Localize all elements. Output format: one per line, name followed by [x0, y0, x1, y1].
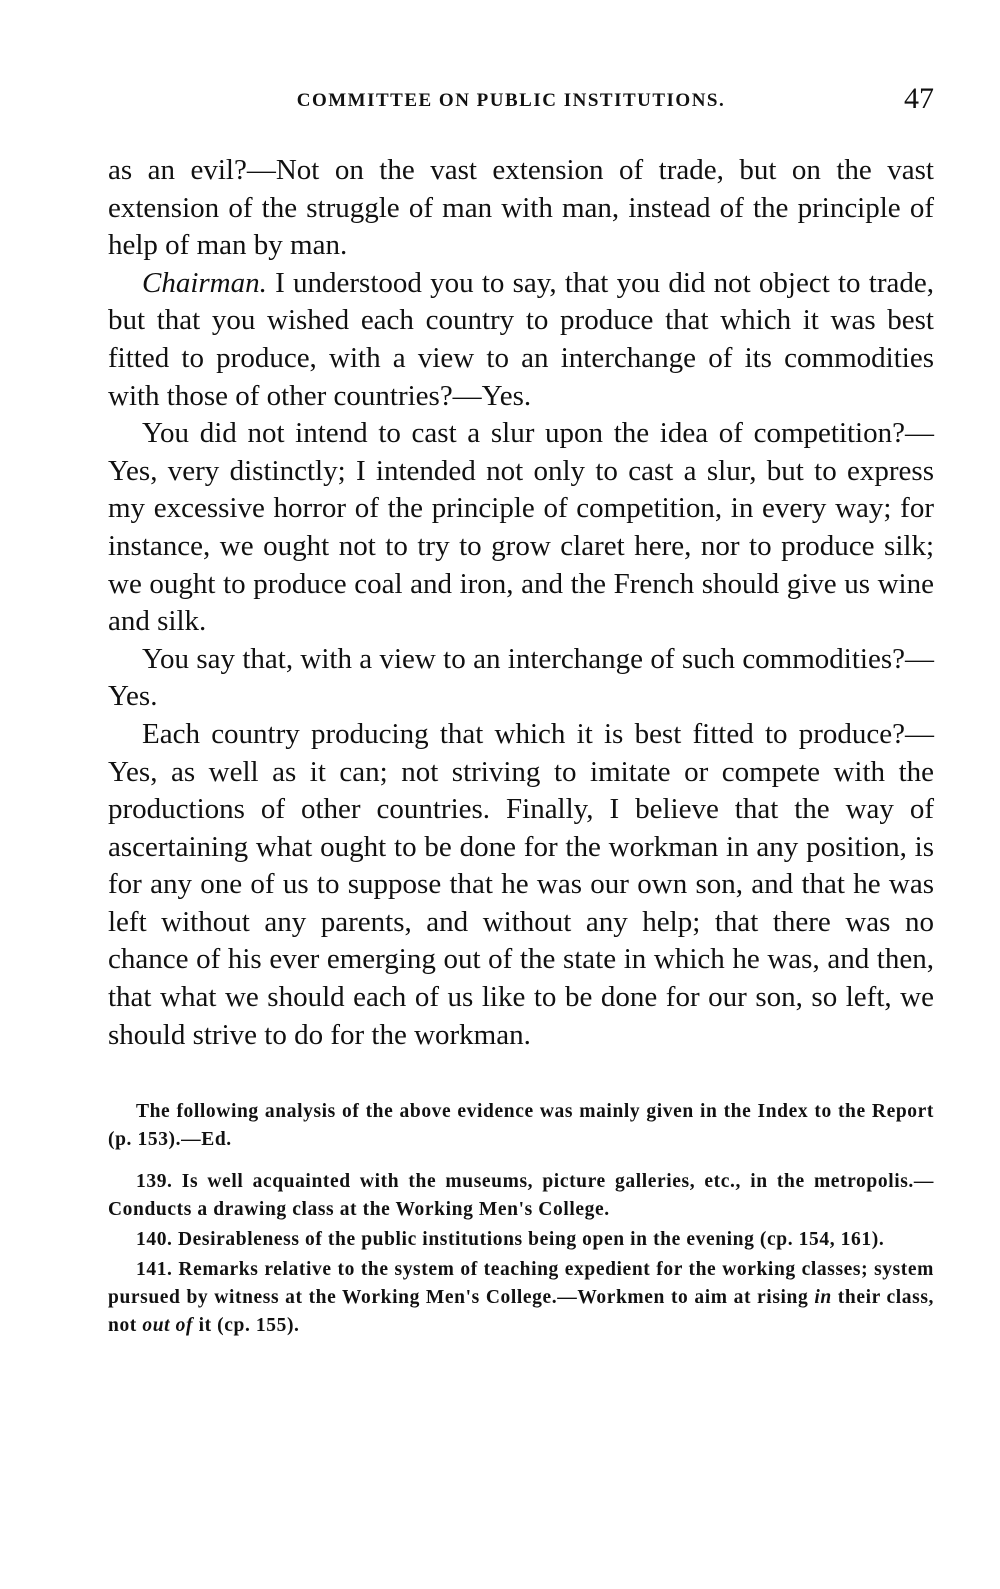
- analysis-item-139: 139. Is well acquainted with the museums, picture galleries, etc., in the metropolis.—Conducts a drawing class at the Working Men's College.: [108, 1171, 934, 1221]
- paragraph: [108, 265, 934, 415]
- analysis-item-140: 140. Desirableness of the public institutions being open in the evening (cp. 154, 161).: [136, 1229, 885, 1251]
- main-text: [108, 152, 934, 1054]
- page-number: 47: [904, 82, 934, 115]
- document-page: [108, 82, 934, 1342]
- paragraph-text: I understood you to say, that you did not object to trade, but that you wished each country to produce that which it was best fitted to produce, with a view to an interchange of its commodities with those of other countries?—Yes.: [108, 266, 934, 412]
- evidence-analysis: [108, 1098, 934, 1340]
- emphasis-in: in: [814, 1287, 832, 1309]
- analysis-text: their class, not: [108, 1287, 934, 1337]
- analysis-item-141: [108, 1256, 934, 1340]
- analysis-text: it (cp. 155).: [193, 1315, 300, 1337]
- paragraph: You did not intend to cast a slur upon the idea of competition?—Yes, very distinctly; I intended not only to cast a slur, but to express my excessive horror of the principle of competition, in every way; for instance, we ought not to try to grow claret here, nor to produce silk; we ought to produce coal and iron, and the French should give us wine and silk.: [108, 417, 934, 638]
- running-header: [108, 82, 934, 122]
- paragraph: as an evil?—Not on the vast extension of trade, but on the vast extension of the struggle of man with man, instead of the principle of help of man by man.: [108, 154, 934, 262]
- running-title: COMMITTEE ON PUBLIC INSTITUTIONS.: [296, 90, 726, 111]
- speaker-label: Chairman.: [142, 266, 267, 299]
- paragraph: You say that, with a view to an interchange of such commodities?—Yes.: [108, 642, 934, 713]
- analysis-intro: The following analysis of the above evidence was mainly given in the Index to the Report (p. 153).—Ed.: [108, 1101, 934, 1151]
- analysis-text: 141. Remarks relative to the system of teaching expedient for the working classes; system pursued by witness at the Working Men's College.—Workmen to aim at rising: [108, 1259, 934, 1309]
- emphasis-out-of: out of: [142, 1315, 194, 1337]
- paragraph: Each country producing that which it is best fitted to produce?—Yes, as well as it can; not striving to imitate or compete with the productions of other countries. Finally, I believe that the way of ascertaining what ought to be done for the workman in any position, is for any one of us to suppose that he was our own son, and that he was left without any parents, and without any help; that there was no chance of his ever emerging out of the state in which he was, and then, that what we should each of us like to be done for our son, so left, we should strive to do for the workman.: [108, 717, 934, 1051]
